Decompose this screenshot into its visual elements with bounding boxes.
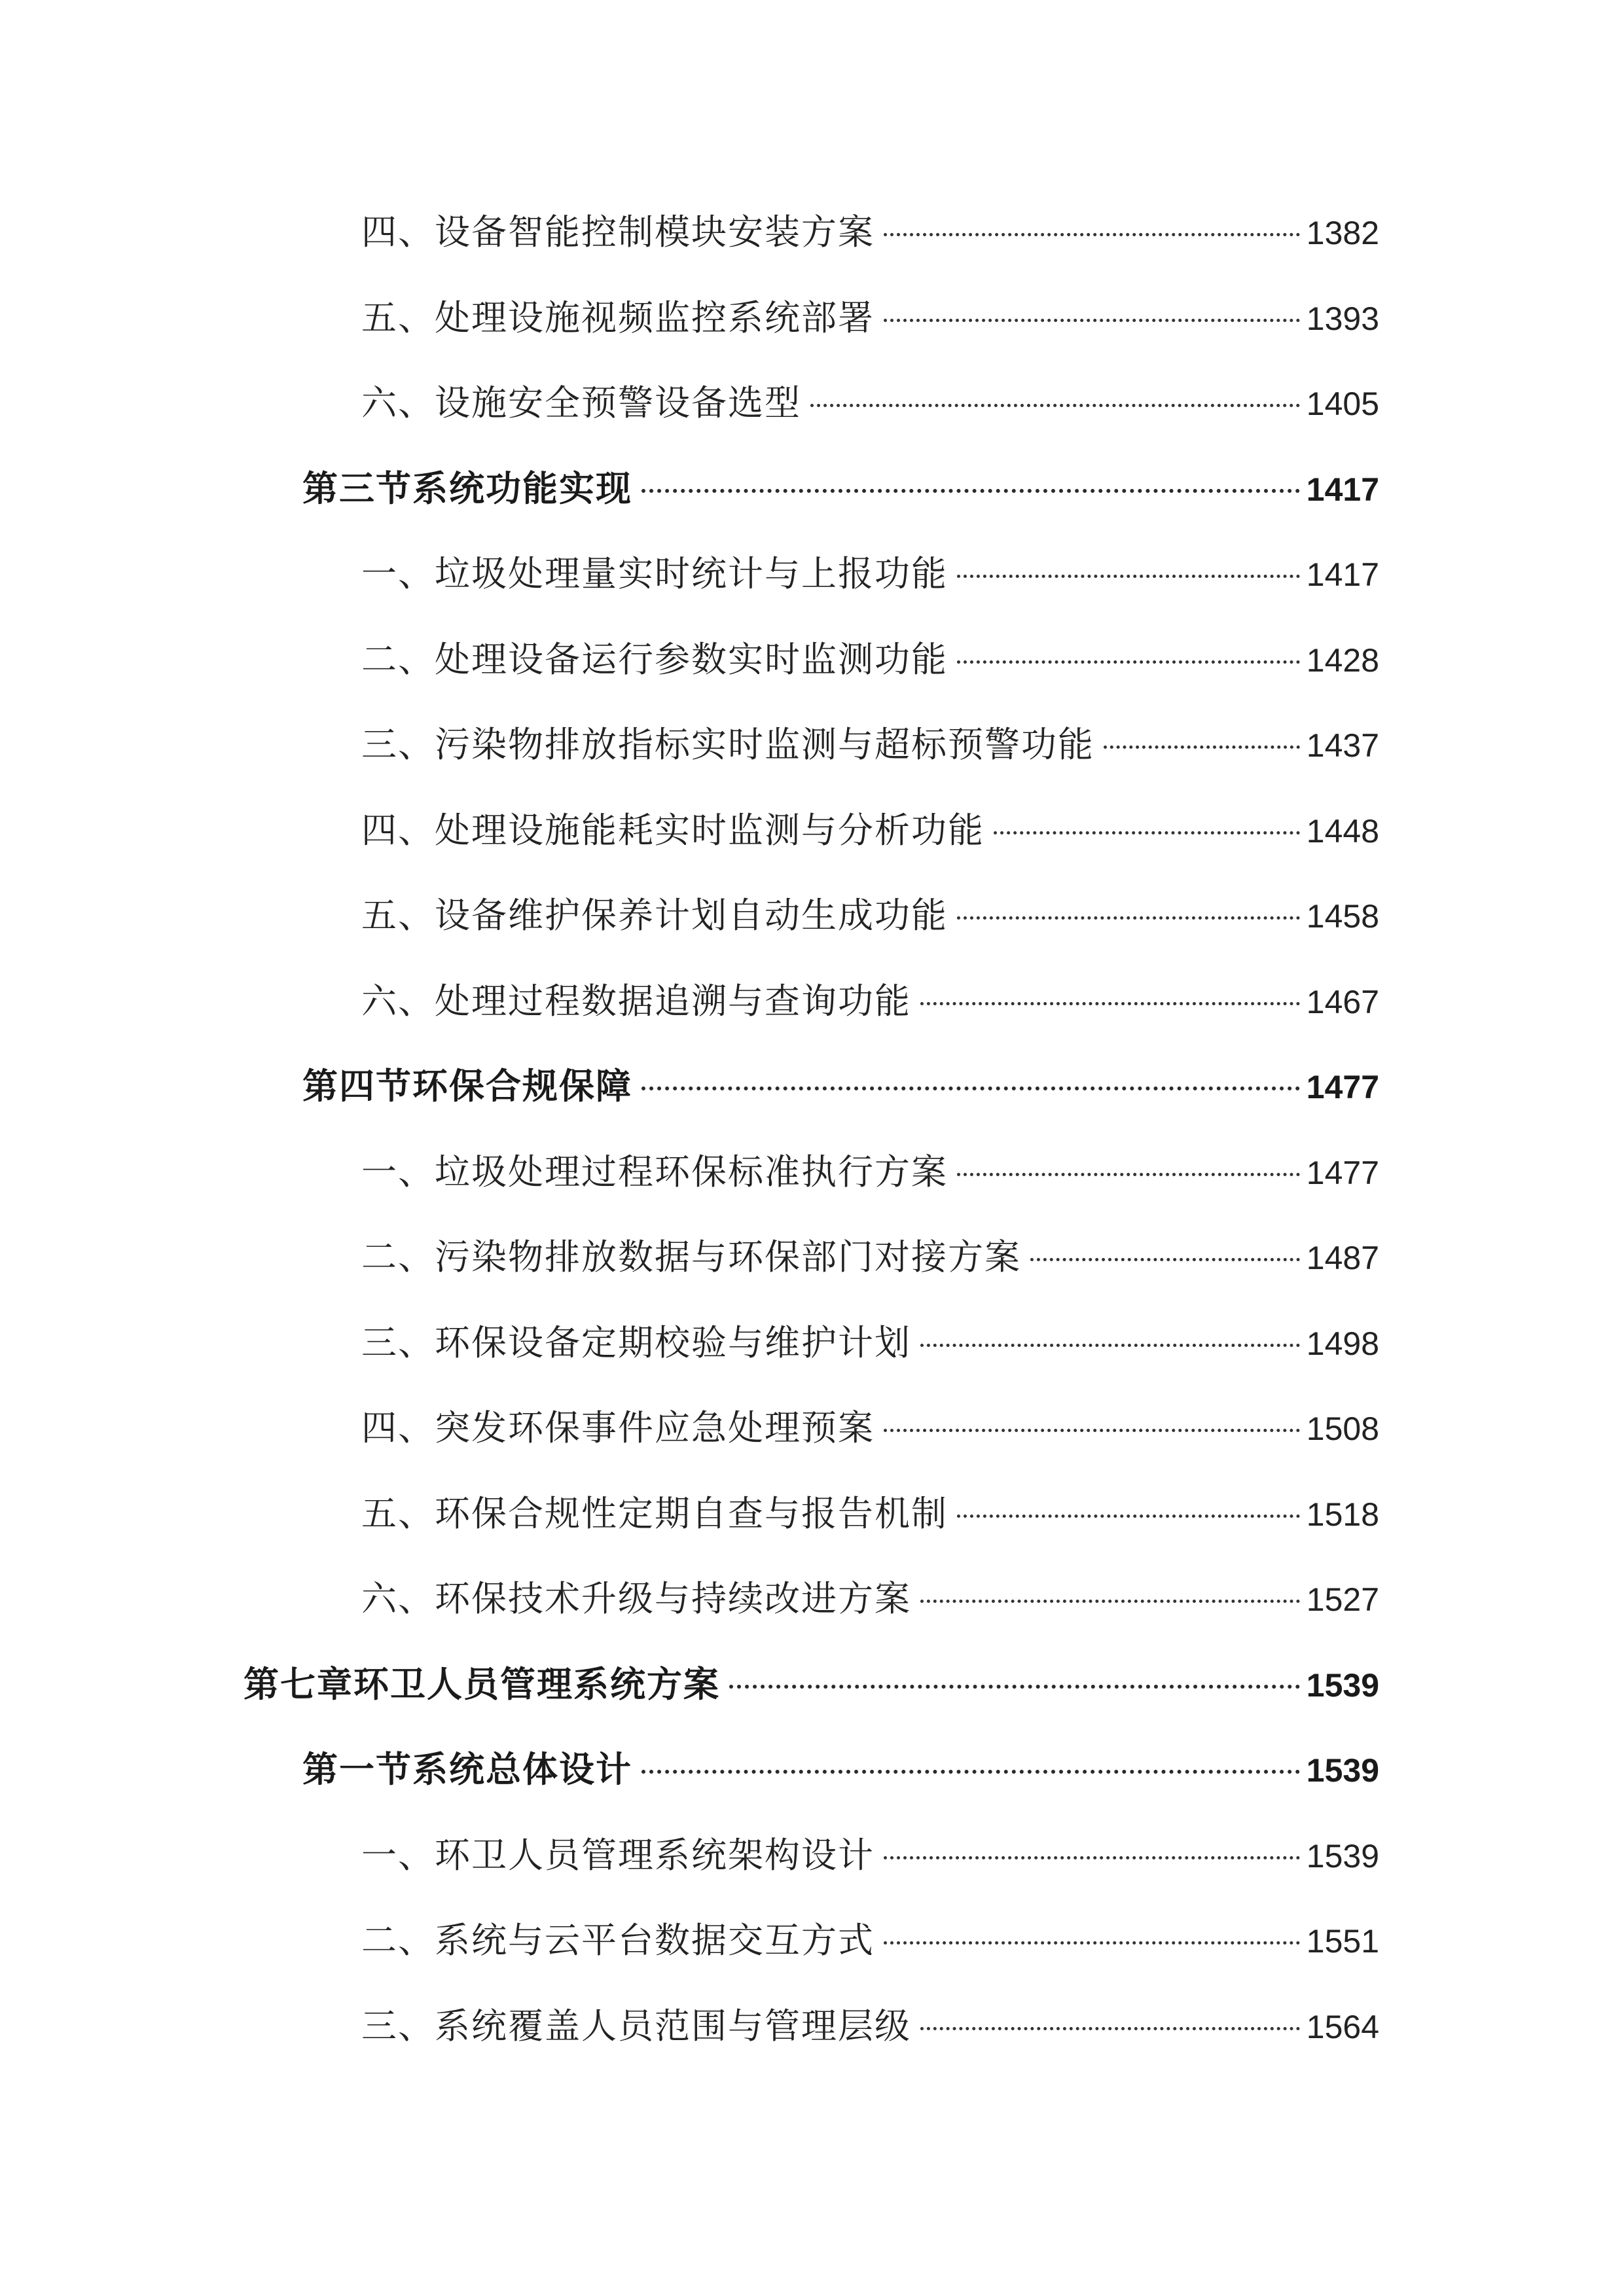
toc-entry-title: 二、处理设备运行参数实时监测功能 [361, 639, 948, 680]
toc-subsection-entry[interactable] [361, 1228, 1379, 1287]
toc-subsection-entry[interactable] [361, 545, 1379, 603]
toc-entry-title: 六、设施安全预警设备选型 [361, 382, 801, 423]
dot-leader [884, 1941, 1300, 1945]
toc-page-number: 1382 [1306, 215, 1379, 251]
dot-leader [884, 319, 1300, 322]
toc-entry-title: 第一节系统总体设计 [302, 1749, 632, 1790]
toc-page-number: 1498 [1306, 1325, 1379, 1362]
dot-leader [810, 404, 1300, 407]
toc-page-number: 1477 [1306, 1155, 1379, 1191]
toc-subsection-entry[interactable] [361, 1314, 1379, 1372]
dot-leader [1030, 1258, 1300, 1261]
dot-leader [884, 1429, 1300, 1432]
table-of-contents [0, 203, 1624, 2166]
toc-entry-title: 第三节系统功能实现 [302, 468, 632, 509]
toc-subsection-entry[interactable] [361, 972, 1379, 1031]
toc-entry-title: 六、处理过程数据追溯与查询功能 [361, 980, 911, 1022]
toc-page-number: 1518 [1306, 1496, 1379, 1533]
dot-leader [957, 1173, 1300, 1176]
toc-page-number: 1564 [1306, 2009, 1379, 2045]
toc-chapter-entry[interactable] [244, 1655, 1379, 1714]
toc-entry-title: 三、污染物排放指标实时监测与超标预警功能 [361, 724, 1094, 765]
toc-entry-title: 一、环卫人员管理系统架构设计 [361, 1835, 875, 1876]
toc-entry-title: 四、设备智能控制模块安装方案 [361, 211, 875, 253]
toc-page-number: 1539 [1306, 1667, 1379, 1704]
toc-entry-title: 五、处理设施视频监控系统部署 [361, 297, 875, 338]
toc-page-number: 1417 [1306, 556, 1379, 593]
toc-subsection-entry[interactable] [361, 1826, 1379, 1885]
dot-leader [729, 1685, 1300, 1689]
toc-page-number: 1437 [1306, 727, 1379, 764]
toc-entry-title: 第四节环保合规保障 [302, 1066, 632, 1107]
toc-subsection-entry[interactable] [361, 1143, 1379, 1202]
toc-entry-title: 五、环保合规性定期自查与报告机制 [361, 1493, 948, 1534]
toc-subsection-entry[interactable] [361, 289, 1379, 348]
toc-subsection-entry[interactable] [361, 801, 1379, 860]
dot-leader [884, 233, 1300, 236]
toc-entry-title: 六、环保技术升级与持续改进方案 [361, 1578, 911, 1619]
toc-entry-title: 一、垃圾处理量实时统计与上报功能 [361, 553, 948, 594]
dot-leader [641, 1770, 1300, 1774]
toc-page-number: 1428 [1306, 642, 1379, 679]
toc-page-number: 1539 [1306, 1838, 1379, 1874]
toc-entry-title: 一、垃圾处理过程环保标准执行方案 [361, 1151, 948, 1193]
toc-section-entry[interactable] [302, 1740, 1379, 1799]
toc-entry-title: 第七章环卫人员管理系统方案 [244, 1664, 720, 1705]
dot-leader [957, 660, 1300, 664]
toc-subsection-entry[interactable] [361, 203, 1379, 262]
toc-entry-title: 四、突发环保事件应急处理预案 [361, 1407, 875, 1448]
toc-page-number: 1477 [1306, 1069, 1379, 1105]
toc-subsection-entry[interactable] [361, 886, 1379, 945]
toc-page-number: 1527 [1306, 1581, 1379, 1618]
toc-entry-title: 四、处理设施能耗实时监测与分析功能 [361, 810, 984, 851]
toc-subsection-entry[interactable] [361, 715, 1379, 774]
dot-leader [920, 1344, 1300, 1347]
dot-leader [957, 1515, 1300, 1518]
toc-entry-title: 三、系统覆盖人员范围与管理层级 [361, 2005, 911, 2047]
toc-entry-title: 二、系统与云平台数据交互方式 [361, 1920, 875, 1961]
toc-page-number: 1487 [1306, 1240, 1379, 1276]
toc-page-number: 1405 [1306, 386, 1379, 422]
toc-subsection-entry[interactable] [361, 1570, 1379, 1628]
toc-page-number: 1508 [1306, 1410, 1379, 1447]
toc-page-number: 1551 [1306, 1923, 1379, 1960]
toc-section-entry[interactable] [302, 459, 1379, 518]
toc-subsection-entry[interactable] [361, 1399, 1379, 1458]
toc-subsection-entry[interactable] [361, 1484, 1379, 1543]
toc-page-number: 1458 [1306, 898, 1379, 935]
dot-leader [920, 1600, 1300, 1603]
toc-section-entry[interactable] [302, 1057, 1379, 1116]
dot-leader [957, 575, 1300, 578]
dot-leader [641, 489, 1300, 493]
dot-leader [994, 831, 1300, 834]
toc-subsection-entry[interactable] [361, 1997, 1379, 2056]
toc-page-number: 1448 [1306, 813, 1379, 850]
dot-leader [920, 1002, 1300, 1005]
toc-entry-title: 五、设备维护保养计划自动生成功能 [361, 895, 948, 936]
toc-entry-title: 三、环保设备定期校验与维护计划 [361, 1322, 911, 1363]
toc-page-number: 1467 [1306, 984, 1379, 1020]
toc-page-number: 1539 [1306, 1752, 1379, 1789]
dot-leader [641, 1086, 1300, 1090]
toc-page-number: 1393 [1306, 300, 1379, 337]
dot-leader [920, 2027, 1300, 2030]
dot-leader [957, 916, 1300, 920]
toc-subsection-entry[interactable] [361, 630, 1379, 689]
toc-subsection-entry[interactable] [361, 374, 1379, 433]
toc-page-number: 1417 [1306, 471, 1379, 508]
dot-leader [884, 1856, 1300, 1859]
dot-leader [1104, 745, 1300, 749]
toc-entry-title: 二、污染物排放数据与环保部门对接方案 [361, 1236, 1021, 1278]
toc-subsection-entry[interactable] [361, 1911, 1379, 1970]
